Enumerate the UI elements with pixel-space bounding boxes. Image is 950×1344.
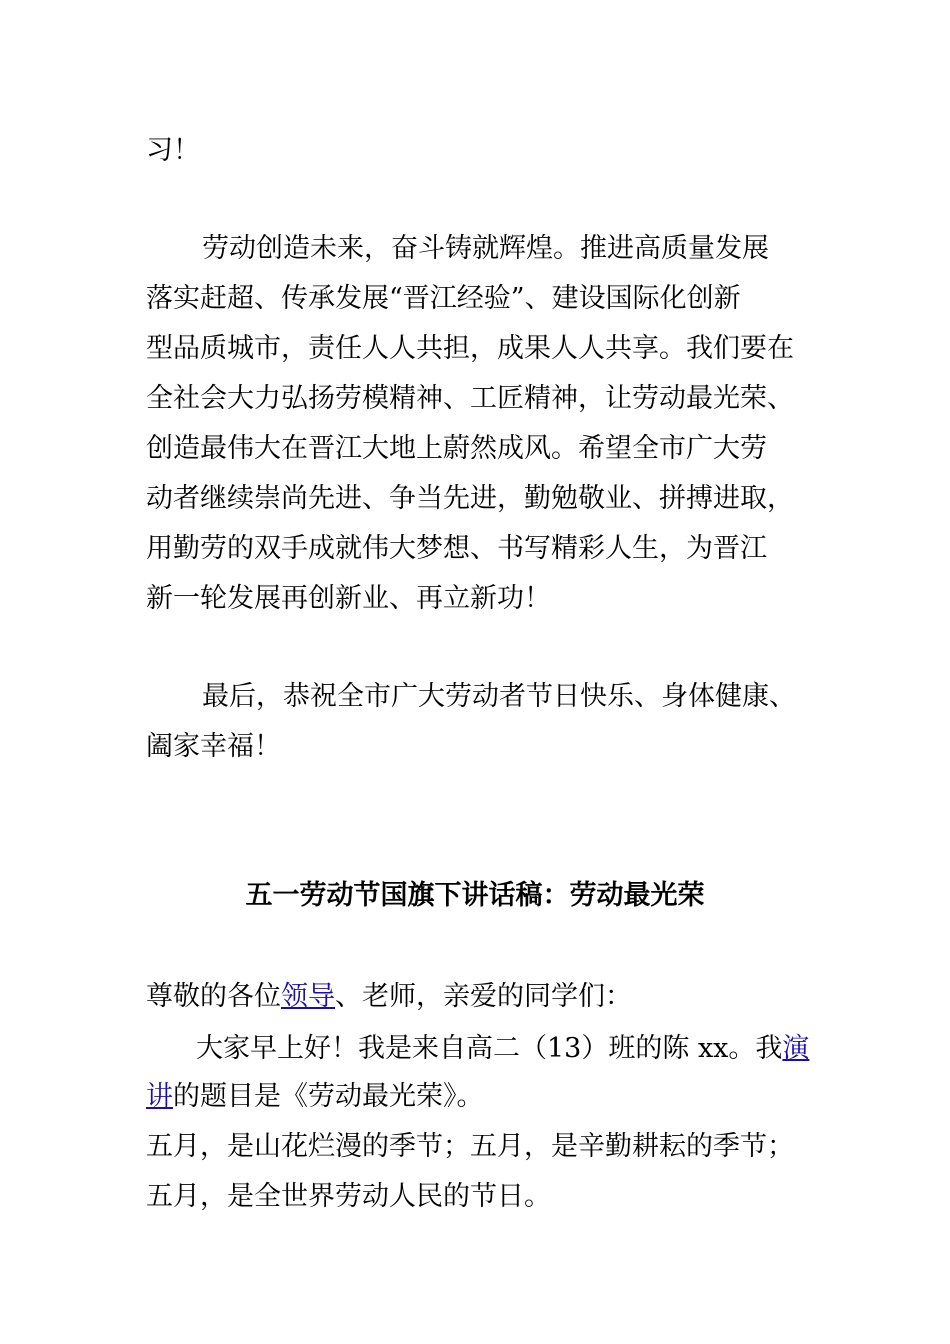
salutation (146, 980, 811, 1014)
paragraph-line: 用勤劳的双手成就伟大梦想、书写精彩人生，为晋江 (146, 533, 767, 564)
intro-text: 的题目是《劳动最光荣》。 (173, 1081, 484, 1112)
paragraph-line: 动者继续崇尚先进、争当先进，勤勉敬业、拼搏进取， (146, 483, 794, 514)
paragraph-line: 落实赶超、传承发展“晋江经验”、建设国际化创新 (146, 283, 741, 314)
paragraph-line: 型品质城市，责任人人共担，成果人人共享。我们要在 (146, 333, 794, 364)
carry-over-line: 习！ (146, 135, 200, 166)
paragraph-line: 全社会大力弘扬劳模精神、工匠精神，让劳动最光荣、 (146, 383, 794, 414)
speech-link-part-1[interactable]: 演 (782, 1033, 810, 1064)
speech-link-part-2[interactable]: 讲 (146, 1081, 173, 1112)
closing-line: 五月，是山花烂漫的季节；五月，是辛勤耕耘的季节； (146, 1131, 794, 1162)
paragraph-line: 创造最伟大在晋江大地上蔚然成风。希望全市广大劳 (146, 433, 767, 464)
intro-line-1 (196, 1032, 811, 1066)
salutation-text: 尊敬的各位 (146, 981, 281, 1012)
paragraph-line: 劳动创造未来，奋斗铸就辉煌。推进高质量发展 (202, 233, 769, 264)
intro-text: 大家早上好！我是来自高二（13）班的陈 xx。我 (196, 1033, 783, 1064)
closing-line: 五月，是全世界劳动人民的节日。 (146, 1181, 551, 1212)
salutation-text: 、老师，亲爱的同学们： (335, 981, 632, 1012)
intro-line-2 (146, 1080, 811, 1114)
leaders-link[interactable]: 领导 (281, 981, 335, 1012)
section-title: 五一劳动节国旗下讲话稿：劳动最光荣 (245, 880, 705, 911)
paragraph-line: 阖家幸福！ (146, 731, 281, 762)
paragraph-line: 最后，恭祝全市广大劳动者节日快乐、身体健康、 (202, 681, 796, 712)
paragraph-line: 新一轮发展再创新业、再立新功！ (146, 583, 551, 614)
